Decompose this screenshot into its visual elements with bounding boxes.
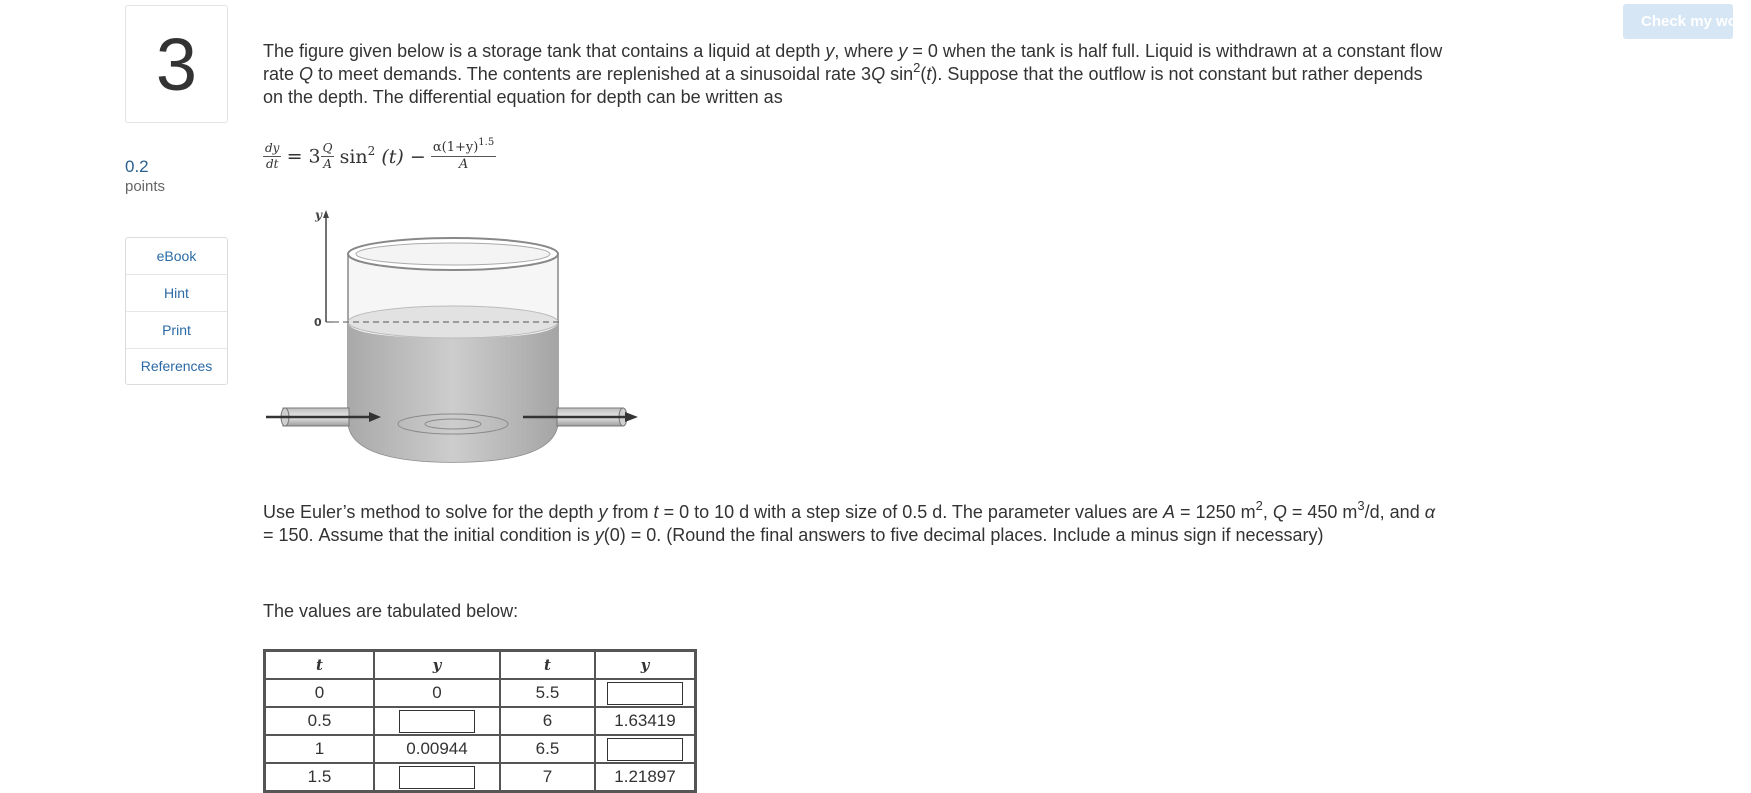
- answer-input-t1-5[interactable]: [399, 766, 475, 789]
- intro-text: = 0 when the tank is half full. Liquid is withdrawn at a constant flow rate: [263, 41, 1443, 84]
- var-y: y: [598, 502, 608, 522]
- fraction-denominator: A: [458, 157, 469, 172]
- values-table: [263, 649, 697, 793]
- table-row: [265, 707, 695, 735]
- cell-y: 1.63419: [595, 707, 695, 735]
- task-text-part: = 1250 m: [1175, 502, 1256, 522]
- table-intro: The values are tabulated below:: [263, 601, 519, 621]
- var-t: t: [653, 502, 659, 522]
- task-text-part: from: [607, 502, 654, 522]
- q-over-a-fraction: [321, 141, 335, 172]
- var-y: y: [825, 41, 835, 61]
- table-header-row: [265, 651, 695, 679]
- cell-t: 1: [265, 735, 374, 763]
- var-t: t: [926, 64, 932, 84]
- task-text-part: /d, and: [1364, 502, 1425, 522]
- equation-text: = 3: [286, 145, 321, 168]
- header-t: t: [500, 651, 595, 679]
- task-text-part: = 0 to 10 d with a step size of 0.5 d. The parameter values are: [658, 502, 1164, 522]
- task-text-part: Use Euler’s method to solve for the depth: [263, 502, 599, 522]
- answer-input-t5-5[interactable]: [607, 682, 683, 705]
- var-alpha: α: [1424, 502, 1435, 522]
- task-text-part: = 150. Assume that the initial condition is: [263, 525, 595, 545]
- sin-term: [339, 143, 426, 168]
- fraction-denominator: dt: [265, 157, 279, 171]
- fraction-numerator: dy: [265, 141, 280, 155]
- fraction-denominator: A: [323, 157, 332, 171]
- var-y: y: [594, 525, 604, 545]
- exponent: 3: [1357, 498, 1365, 513]
- cell-y-answer: [374, 707, 500, 735]
- var-y: y: [898, 41, 908, 61]
- exponent: 2: [913, 60, 921, 75]
- intro-text: , where: [834, 41, 899, 61]
- cell-t: 5.5: [500, 679, 595, 707]
- cell-y-answer: [595, 679, 695, 707]
- intro-text: (: [920, 64, 927, 84]
- intro-text: The figure given below is a storage tank that contains a liquid at depth: [263, 41, 826, 61]
- answer-input-t0-5[interactable]: [399, 710, 475, 733]
- var-a: A: [1163, 502, 1176, 522]
- cell-t: 7: [500, 763, 595, 791]
- exponent: 2: [367, 143, 376, 158]
- points-value: 0.2: [125, 157, 149, 176]
- storage-tank-figure: [263, 202, 643, 468]
- cell-t: 0.5: [265, 707, 374, 735]
- table-row: [265, 763, 695, 791]
- var-q: Q: [1272, 502, 1287, 522]
- print-link[interactable]: Print: [126, 312, 227, 349]
- var-q: Q: [299, 64, 314, 84]
- differential-equation: [263, 137, 496, 184]
- task-text: [263, 498, 1443, 547]
- y-axis: [314, 208, 333, 329]
- var-q: Q: [871, 64, 886, 84]
- exponent: 2: [1255, 498, 1263, 513]
- exponent: 1.5: [478, 137, 495, 148]
- task-text-part: = 450 m: [1286, 502, 1358, 522]
- cell-y-answer: [374, 763, 500, 791]
- task-text-part: (0) = 0. (Round the final answers to five decimal places. Include a minus sign if necessary): [603, 525, 1324, 545]
- cell-y: 1.21897: [595, 763, 695, 791]
- fraction-numerator: [431, 137, 496, 157]
- zero-label: 0: [314, 316, 322, 329]
- header-y: y: [595, 651, 695, 679]
- ebook-link[interactable]: eBook: [126, 238, 227, 275]
- question-intro: [263, 40, 1443, 109]
- task-paragraph: [263, 498, 1443, 547]
- answer-input-t6-5[interactable]: [607, 738, 683, 761]
- cell-t: 0: [265, 679, 374, 707]
- intro-text: ). Suppose that the outflow is not constant but rather depends on the depth. The differential equation for depth can be written as: [263, 64, 1423, 107]
- tank: [348, 238, 558, 462]
- question-number-box: [125, 5, 228, 123]
- y-axis-label: y: [315, 208, 322, 222]
- header-t: t: [265, 651, 374, 679]
- points-block: [125, 157, 165, 195]
- outflow-fraction: [431, 137, 496, 173]
- fraction-numerator: Q: [322, 141, 333, 155]
- table-row: [265, 735, 695, 763]
- numerator-text: α(1+y): [432, 140, 479, 155]
- cell-t: 6.5: [500, 735, 595, 763]
- points-label: points: [125, 178, 166, 195]
- hint-link[interactable]: Hint: [126, 275, 227, 312]
- intro-paragraph: [263, 40, 1443, 109]
- dy-dt-fraction: [263, 141, 281, 172]
- header-y: y: [374, 651, 500, 679]
- cell-t: 1.5: [265, 763, 374, 791]
- intro-text: to meet demands. The contents are replenished at a sinusoidal rate 3: [313, 64, 872, 84]
- check-my-work-button[interactable]: Check my work: [1623, 4, 1733, 39]
- sin-argument: (t) −: [381, 145, 426, 168]
- cell-t: 6: [500, 707, 595, 735]
- cell-y: 0: [374, 679, 500, 707]
- cell-y: 0.00944: [374, 735, 500, 763]
- sin-text: sin: [339, 145, 368, 168]
- cell-y-answer: [595, 735, 695, 763]
- intro-text: sin: [885, 64, 914, 84]
- tools-panel: [125, 237, 228, 385]
- references-link[interactable]: References: [140, 358, 213, 374]
- table-row: [265, 679, 695, 707]
- values-table-wrapper: [263, 649, 697, 793]
- task-text-part: ,: [1262, 502, 1273, 522]
- question-number: 3: [155, 22, 198, 106]
